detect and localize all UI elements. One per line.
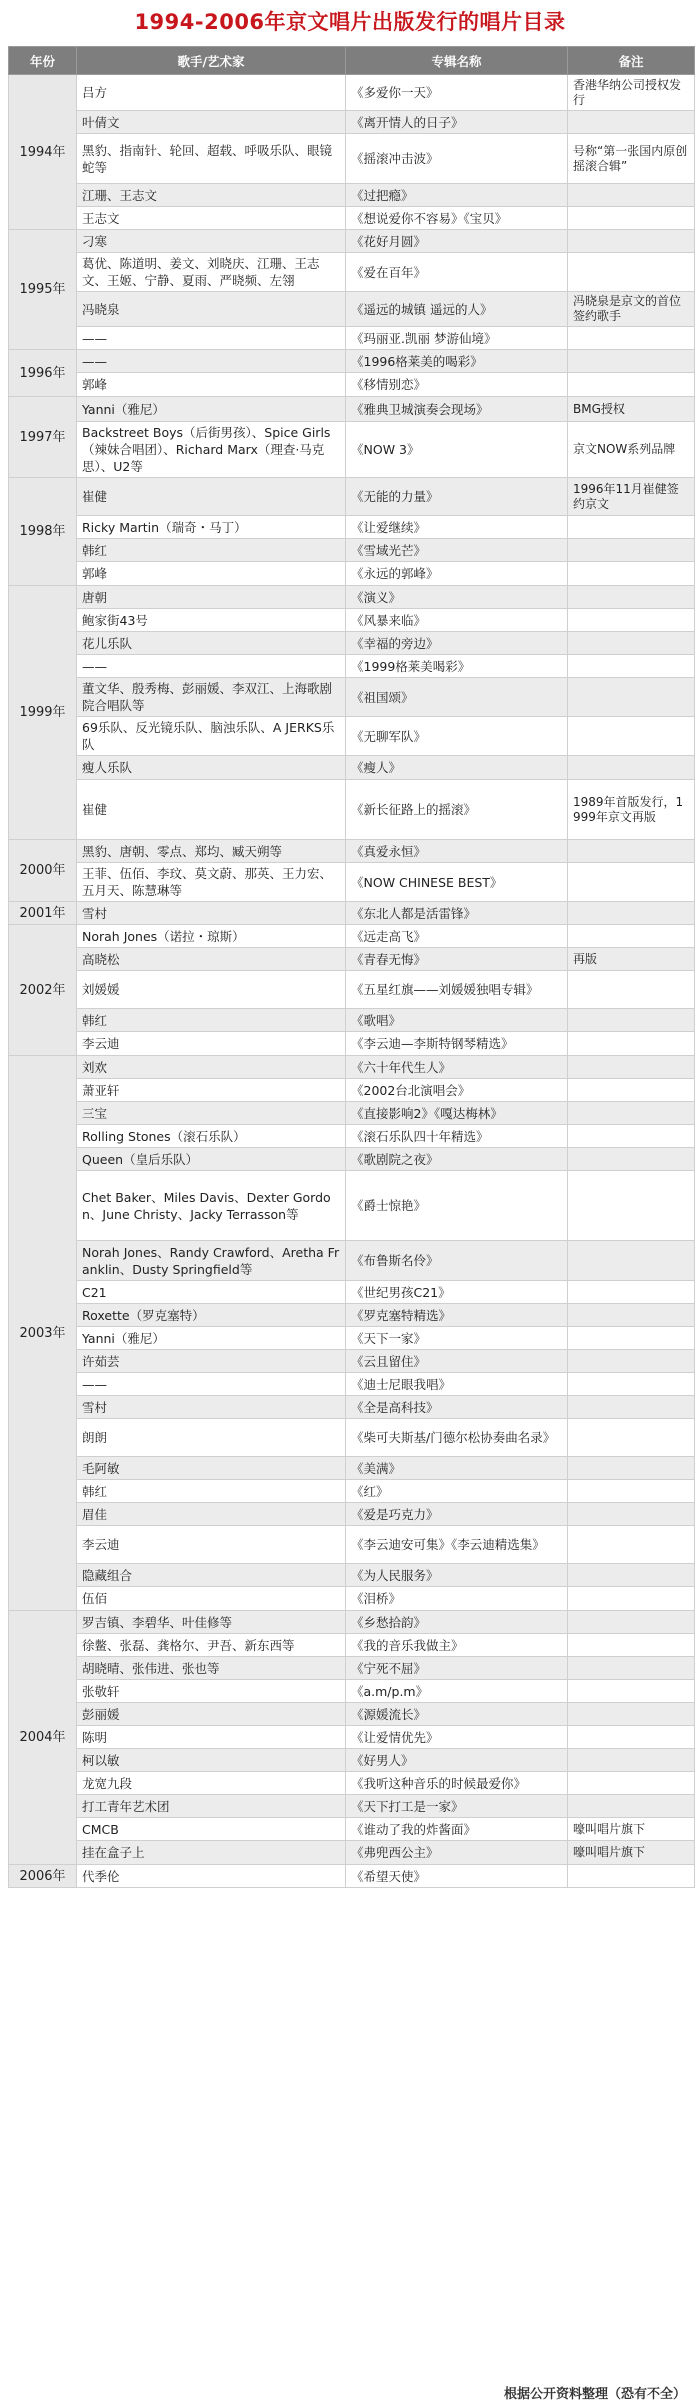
note-cell xyxy=(568,1749,695,1772)
artist-cell: 韩红 xyxy=(77,1009,346,1032)
album-cell: 《迪士尼眼我唱》 xyxy=(346,1373,568,1396)
album-cell: 《想说爱你不容易》《宝贝》 xyxy=(346,207,568,230)
artist-cell: 崔健 xyxy=(77,780,346,840)
table-row xyxy=(9,1795,695,1818)
artist-cell: 花儿乐队 xyxy=(77,632,346,655)
table-row xyxy=(9,948,695,971)
note-cell xyxy=(568,1772,695,1795)
artist-cell: 鲍家街43号 xyxy=(77,609,346,632)
artist-cell: —— xyxy=(77,350,346,373)
artist-cell: Yanni（雅尼） xyxy=(77,397,346,422)
table-row xyxy=(9,134,695,184)
album-cell: 《爵士惊艳》 xyxy=(346,1171,568,1241)
album-cell: 《1996格莱美的喝彩》 xyxy=(346,350,568,373)
artist-cell: 王志文 xyxy=(77,207,346,230)
table-row xyxy=(9,1079,695,1102)
table-row xyxy=(9,184,695,207)
note-cell xyxy=(568,1241,695,1281)
table-row xyxy=(9,971,695,1009)
note-cell: 再版 xyxy=(568,948,695,971)
artist-cell: 冯晓泉 xyxy=(77,292,346,327)
note-cell xyxy=(568,1350,695,1373)
table-row xyxy=(9,1726,695,1749)
album-cell: 《罗克塞特精选》 xyxy=(346,1304,568,1327)
note-cell xyxy=(568,609,695,632)
note-cell xyxy=(568,516,695,539)
note-cell: 京文NOW系列品牌 xyxy=(568,422,695,478)
header-album: 专辑名称 xyxy=(346,47,568,75)
table-row xyxy=(9,1457,695,1480)
note-cell xyxy=(568,863,695,902)
note-cell xyxy=(568,1703,695,1726)
album-cell: 《移情别恋》 xyxy=(346,373,568,397)
artist-cell: 江珊、王志文 xyxy=(77,184,346,207)
note-cell xyxy=(568,840,695,863)
note-cell xyxy=(568,1171,695,1241)
artist-cell: 李云迪 xyxy=(77,1032,346,1056)
album-cell: 《多爱你一天》 xyxy=(346,75,568,111)
album-cell: 《真爱永恒》 xyxy=(346,840,568,863)
note-cell xyxy=(568,1419,695,1457)
note-cell xyxy=(568,971,695,1009)
album-cell: 《世纪男孩C21》 xyxy=(346,1281,568,1304)
note-cell xyxy=(568,539,695,562)
table-row xyxy=(9,207,695,230)
note-cell xyxy=(568,1102,695,1125)
album-cell: 《a.m/p.m》 xyxy=(346,1680,568,1703)
note-cell xyxy=(568,1726,695,1749)
year-cell: 1997年 xyxy=(9,397,77,478)
note-cell xyxy=(568,1148,695,1171)
artist-cell: 韩红 xyxy=(77,1480,346,1503)
note-cell xyxy=(568,1032,695,1056)
note-cell xyxy=(568,1795,695,1818)
note-cell xyxy=(568,327,695,350)
artist-cell: 王菲、伍佰、李玟、莫文蔚、那英、王力宏、五月天、陈慧琳等 xyxy=(77,863,346,902)
album-cell: 《无聊军队》 xyxy=(346,717,568,756)
year-cell: 1998年 xyxy=(9,478,77,586)
album-cell: 《爱是巧克力》 xyxy=(346,1503,568,1526)
artist-cell: 69乐队、反光镜乐队、脑浊乐队、A JERKS乐队 xyxy=(77,717,346,756)
table-row xyxy=(9,1841,695,1865)
artist-cell: Backstreet Boys（后街男孩）、Spice Girls（辣妹合唱团）、Richard Marx（理查·马克思）、U2等 xyxy=(77,422,346,478)
table-row xyxy=(9,350,695,373)
artist-cell: —— xyxy=(77,655,346,678)
artist-cell: 打工青年艺术团 xyxy=(77,1795,346,1818)
table-row xyxy=(9,1125,695,1148)
note-cell: 香港华纳公司授权发行 xyxy=(568,75,695,111)
artist-cell: 李云迪 xyxy=(77,1526,346,1564)
album-cell: 《过把瘾》 xyxy=(346,184,568,207)
album-cell: 《柴可夫斯基/门德尔松协奏曲名录》 xyxy=(346,1419,568,1457)
artist-cell: 董文华、殷秀梅、彭丽媛、李双江、上海歌剧院合唱队等 xyxy=(77,678,346,717)
header-row xyxy=(9,47,695,75)
album-cell: 《谁动了我的炸酱面》 xyxy=(346,1818,568,1841)
note-cell xyxy=(568,1526,695,1564)
year-cell: 2003年 xyxy=(9,1056,77,1611)
year-cell: 2006年 xyxy=(9,1865,77,1888)
artist-cell: 彭丽媛 xyxy=(77,1703,346,1726)
note-cell xyxy=(568,1056,695,1079)
note-cell: 号称“第一张国内原创摇滚合辑” xyxy=(568,134,695,184)
artist-cell: 代季伦 xyxy=(77,1865,346,1888)
album-cell: 《离开情人的日子》 xyxy=(346,111,568,134)
table-row xyxy=(9,253,695,292)
artist-cell: 张敬轩 xyxy=(77,1680,346,1703)
table-row xyxy=(9,1373,695,1396)
artist-cell: 朗朗 xyxy=(77,1419,346,1457)
note-cell xyxy=(568,902,695,925)
table-row xyxy=(9,756,695,780)
artist-cell: 崔健 xyxy=(77,478,346,516)
album-cell: 《红》 xyxy=(346,1480,568,1503)
album-cell: 《瘦人》 xyxy=(346,756,568,780)
album-cell: 《直接影响2》《嘎达梅林》 xyxy=(346,1102,568,1125)
table-row xyxy=(9,1749,695,1772)
album-cell: 《遥远的城镇 遥远的人》 xyxy=(346,292,568,327)
note-cell xyxy=(568,562,695,586)
album-cell: 《好男人》 xyxy=(346,1749,568,1772)
note-cell xyxy=(568,1304,695,1327)
note-cell xyxy=(568,1634,695,1657)
artist-cell: 雪村 xyxy=(77,902,346,925)
page-title: 1994-2006年京文唱片出版发行的唱片目录 xyxy=(134,10,566,34)
artist-cell: 伍佰 xyxy=(77,1587,346,1611)
album-cell: 《青春无悔》 xyxy=(346,948,568,971)
note-cell xyxy=(568,1611,695,1634)
table-row xyxy=(9,397,695,422)
note-cell xyxy=(568,1079,695,1102)
artist-cell: Norah Jones（诺拉・琼斯） xyxy=(77,925,346,948)
table-row xyxy=(9,1171,695,1241)
artist-cell: 柯以敏 xyxy=(77,1749,346,1772)
artist-cell: 叶倩文 xyxy=(77,111,346,134)
artist-cell: Rolling Stones（滚石乐队） xyxy=(77,1125,346,1148)
table-row xyxy=(9,1327,695,1350)
artist-cell: Norah Jones、Randy Crawford、Aretha Franklin、Dusty Springfield等 xyxy=(77,1241,346,1281)
artist-cell: 陈明 xyxy=(77,1726,346,1749)
table-row xyxy=(9,1634,695,1657)
note-cell xyxy=(568,717,695,756)
table-row xyxy=(9,562,695,586)
album-cell: 《弗兜西公主》 xyxy=(346,1841,568,1865)
album-cell: 《天下一家》 xyxy=(346,1327,568,1350)
table-row xyxy=(9,1419,695,1457)
year-cell: 1994年 xyxy=(9,75,77,230)
note-cell: 1996年11月崔健签约京文 xyxy=(568,478,695,516)
artist-cell: —— xyxy=(77,327,346,350)
album-cell: 《歌唱》 xyxy=(346,1009,568,1032)
table-row xyxy=(9,75,695,111)
artist-cell: 许茹芸 xyxy=(77,1350,346,1373)
artist-cell: Ricky Martin（瑞奇・马丁） xyxy=(77,516,346,539)
table-row xyxy=(9,1009,695,1032)
artist-cell: 隐藏组合 xyxy=(77,1564,346,1587)
album-cell: 《祖国颂》 xyxy=(346,678,568,717)
album-cell: 《摇滚冲击波》 xyxy=(346,134,568,184)
note-cell xyxy=(568,111,695,134)
note-cell xyxy=(568,1480,695,1503)
artist-cell: 刁寒 xyxy=(77,230,346,253)
note-cell xyxy=(568,1564,695,1587)
album-cell: 《乡愁拾韵》 xyxy=(346,1611,568,1634)
album-cell: 《六十年代生人》 xyxy=(346,1056,568,1079)
header-note: 备注 xyxy=(568,47,695,75)
table-row xyxy=(9,1587,695,1611)
album-cell: 《布鲁斯名伶》 xyxy=(346,1241,568,1281)
album-cell: 《泪桥》 xyxy=(346,1587,568,1611)
table-row xyxy=(9,1304,695,1327)
album-cell: 《宁死不屈》 xyxy=(346,1657,568,1680)
album-cell: 《远走高飞》 xyxy=(346,925,568,948)
artist-cell: 三宝 xyxy=(77,1102,346,1125)
note-cell xyxy=(568,678,695,717)
year-cell: 2002年 xyxy=(9,925,77,1056)
note-cell xyxy=(568,1373,695,1396)
artist-cell: 韩红 xyxy=(77,539,346,562)
artist-cell: 雪村 xyxy=(77,1396,346,1419)
album-cell: 《无能的力量》 xyxy=(346,478,568,516)
note-cell xyxy=(568,1657,695,1680)
note-cell xyxy=(568,756,695,780)
album-cell: 《云且留住》 xyxy=(346,1350,568,1373)
table-row xyxy=(9,678,695,717)
table-row xyxy=(9,1818,695,1841)
artist-cell: 刘欢 xyxy=(77,1056,346,1079)
table-row xyxy=(9,1564,695,1587)
artist-cell: 郭峰 xyxy=(77,373,346,397)
table-row xyxy=(9,539,695,562)
table-row xyxy=(9,1056,695,1079)
artist-cell: 黑豹、指南针、轮回、超载、呼吸乐队、眼镜蛇等 xyxy=(77,134,346,184)
note-cell xyxy=(568,350,695,373)
album-cell: 《李云迪—李斯特钢琴精选》 xyxy=(346,1032,568,1056)
table-row xyxy=(9,1657,695,1680)
table-row xyxy=(9,1680,695,1703)
note-cell xyxy=(568,373,695,397)
artist-cell: 吕方 xyxy=(77,75,346,111)
album-cell: 《永远的郭峰》 xyxy=(346,562,568,586)
table-row xyxy=(9,327,695,350)
table-row xyxy=(9,655,695,678)
note-cell: BMG授权 xyxy=(568,397,695,422)
album-cell: 《雅典卫城演奏会现场》 xyxy=(346,397,568,422)
note-cell: 嚎叫唱片旗下 xyxy=(568,1818,695,1841)
artist-cell: 黑豹、唐朝、零点、郑均、臧天朔等 xyxy=(77,840,346,863)
note-cell xyxy=(568,230,695,253)
note-cell xyxy=(568,1680,695,1703)
note-cell xyxy=(568,1503,695,1526)
artist-cell: C21 xyxy=(77,1281,346,1304)
artist-cell: 徐鳖、张磊、龚格尔、尹吾、新东西等 xyxy=(77,1634,346,1657)
album-cell: 《雪域光芒》 xyxy=(346,539,568,562)
album-cell: 《李云迪安可集》《李云迪精选集》 xyxy=(346,1526,568,1564)
table-row xyxy=(9,1772,695,1795)
note-cell xyxy=(568,1327,695,1350)
album-cell: 《我听这种音乐的时候最爱你》 xyxy=(346,1772,568,1795)
note-cell xyxy=(568,1009,695,1032)
album-cell: 《五星红旗——刘媛媛独唱专辑》 xyxy=(346,971,568,1009)
album-cell: 《幸福的旁边》 xyxy=(346,632,568,655)
table-row xyxy=(9,902,695,925)
table-row xyxy=(9,516,695,539)
note-cell xyxy=(568,586,695,609)
note-cell xyxy=(568,207,695,230)
artist-cell: 龙宽九段 xyxy=(77,1772,346,1795)
album-cell: 《美满》 xyxy=(346,1457,568,1480)
table-row xyxy=(9,478,695,516)
artist-cell: 高晓松 xyxy=(77,948,346,971)
table-row xyxy=(9,586,695,609)
table-row xyxy=(9,1396,695,1419)
artist-cell: 萧亚轩 xyxy=(77,1079,346,1102)
year-cell: 2000年 xyxy=(9,840,77,902)
artist-cell: 唐朝 xyxy=(77,586,346,609)
year-cell: 2004年 xyxy=(9,1611,77,1865)
table-row xyxy=(9,1865,695,1888)
album-cell: 《为人民服务》 xyxy=(346,1564,568,1587)
header-year: 年份 xyxy=(9,47,77,75)
table-row xyxy=(9,1503,695,1526)
note-cell xyxy=(568,1865,695,1888)
artist-cell: Yanni（雅尼） xyxy=(77,1327,346,1350)
note-cell: 冯晓泉是京文的首位签约歌手 xyxy=(568,292,695,327)
artist-cell: Chet Baker、Miles Davis、Dexter Gordon、June Christy、Jacky Terrasson等 xyxy=(77,1171,346,1241)
album-cell: 《全是高科技》 xyxy=(346,1396,568,1419)
album-cell: 《歌剧院之夜》 xyxy=(346,1148,568,1171)
album-cell: 《让爱继续》 xyxy=(346,516,568,539)
album-cell: 《天下打工是一家》 xyxy=(346,1795,568,1818)
album-cell: 《让爱情优先》 xyxy=(346,1726,568,1749)
table-row xyxy=(9,1032,695,1056)
note-cell xyxy=(568,655,695,678)
artist-cell: CMCB xyxy=(77,1818,346,1841)
year-cell: 1999年 xyxy=(9,586,77,840)
album-cell: 《源媛流长》 xyxy=(346,1703,568,1726)
album-cell: 《花好月圆》 xyxy=(346,230,568,253)
artist-cell: 葛优、陈道明、姜文、刘晓庆、江珊、王志文、王姬、宁静、夏雨、严晓频、左翎 xyxy=(77,253,346,292)
table-row xyxy=(9,1350,695,1373)
artist-cell: Queen（皇后乐队） xyxy=(77,1148,346,1171)
album-cell: 《2002台北演唱会》 xyxy=(346,1079,568,1102)
table-row xyxy=(9,1526,695,1564)
album-cell: 《新长征路上的摇滚》 xyxy=(346,780,568,840)
table-row xyxy=(9,780,695,840)
table-row xyxy=(9,1480,695,1503)
album-cell: 《滚石乐队四十年精选》 xyxy=(346,1125,568,1148)
note-cell xyxy=(568,253,695,292)
table-row xyxy=(9,292,695,327)
table-row xyxy=(9,373,695,397)
artist-cell: Roxette（罗克塞特） xyxy=(77,1304,346,1327)
album-cell: 《爱在百年》 xyxy=(346,253,568,292)
artist-cell: 瘦人乐队 xyxy=(77,756,346,780)
table-row xyxy=(9,863,695,902)
year-cell: 1995年 xyxy=(9,230,77,350)
header-artist: 歌手/艺术家 xyxy=(77,47,346,75)
table-row xyxy=(9,1703,695,1726)
table-row xyxy=(9,925,695,948)
note-cell: 1989年首版发行，1999年京文再版 xyxy=(568,780,695,840)
year-cell: 2001年 xyxy=(9,902,77,925)
note-cell xyxy=(568,1125,695,1148)
album-cell: 《风暴来临》 xyxy=(346,609,568,632)
album-cell: 《NOW CHINESE BEST》 xyxy=(346,863,568,902)
table-row xyxy=(9,422,695,478)
table-row xyxy=(9,1241,695,1281)
note-cell xyxy=(568,184,695,207)
note-cell: 嚎叫唱片旗下 xyxy=(568,1841,695,1865)
artist-cell: 挂在盒子上 xyxy=(77,1841,346,1865)
album-cell: 《玛丽亚.凯丽 梦游仙境》 xyxy=(346,327,568,350)
catalog-table xyxy=(8,46,695,1888)
table-body xyxy=(9,75,695,1888)
table-row xyxy=(9,230,695,253)
note-cell xyxy=(568,1457,695,1480)
table-row xyxy=(9,1102,695,1125)
artist-cell: 胡晓晴、张伟进、张也等 xyxy=(77,1657,346,1680)
note-cell xyxy=(568,1281,695,1304)
artist-cell: 郭峰 xyxy=(77,562,346,586)
album-cell: 《我的音乐我做主》 xyxy=(346,1634,568,1657)
source-footnote: 根据公开资料整理（恐有不全） xyxy=(503,2387,686,2402)
artist-cell: 毛阿敏 xyxy=(77,1457,346,1480)
album-cell: 《演义》 xyxy=(346,586,568,609)
artist-cell: 罗吉镇、李碧华、叶佳修等 xyxy=(77,1611,346,1634)
table-row xyxy=(9,632,695,655)
table-row xyxy=(9,1611,695,1634)
album-cell: 《东北人都是活雷锋》 xyxy=(346,902,568,925)
artist-cell: 刘媛媛 xyxy=(77,971,346,1009)
note-cell xyxy=(568,1587,695,1611)
note-cell xyxy=(568,632,695,655)
note-cell xyxy=(568,925,695,948)
table-row xyxy=(9,1148,695,1171)
album-cell: 《希望天使》 xyxy=(346,1865,568,1888)
table-row xyxy=(9,717,695,756)
table-row xyxy=(9,1281,695,1304)
table-row xyxy=(9,840,695,863)
table-row xyxy=(9,111,695,134)
note-cell xyxy=(568,1396,695,1419)
year-cell: 1996年 xyxy=(9,350,77,397)
table-row xyxy=(9,609,695,632)
album-cell: 《NOW 3》 xyxy=(346,422,568,478)
album-cell: 《1999格莱美喝彩》 xyxy=(346,655,568,678)
artist-cell: —— xyxy=(77,1373,346,1396)
artist-cell: 眉佳 xyxy=(77,1503,346,1526)
